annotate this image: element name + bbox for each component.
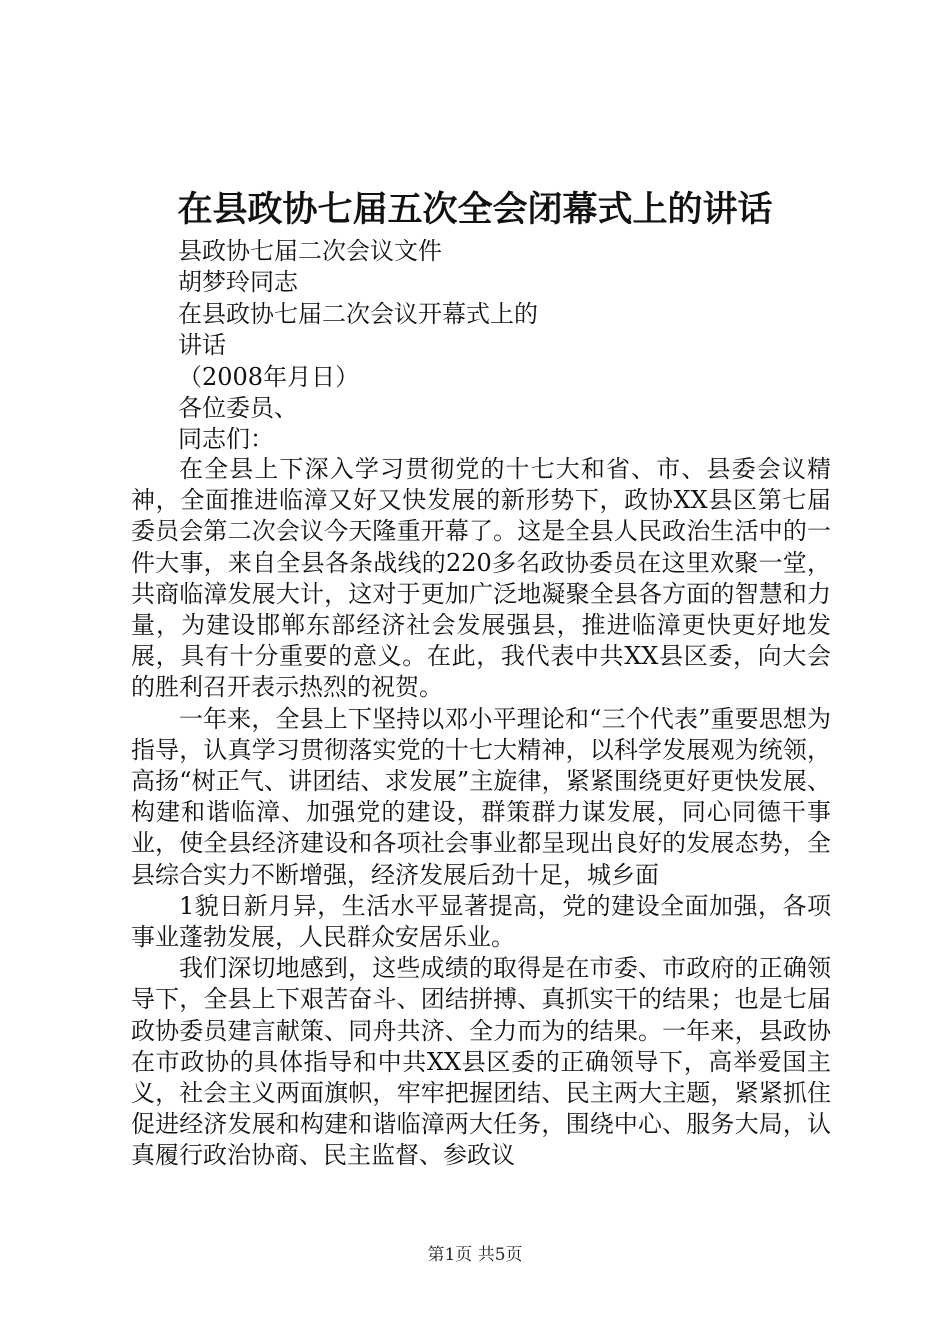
document-header-block (178, 236, 858, 456)
body-paragraph: 在全县上下深入学习贯彻党的十七大和省、市、县委会议精神，全面推进临漳又好又快发展的新形势下，政协XX县区第七届委员会第二次会议今天隆重开幕了。这是全县人民政治生活中的一件大事，来自全县各条战线的220多名政协委员在这里欢聚一堂，共商临漳发展大计，这对于更加广泛地凝聚全县各方面的智慧和力量，为建设邯郸东部经济社会发展强县，推进临漳更快更好地发展，具有十分重要的意义。在此，我代表中共XX县区委，向大会的胜利召开表示热烈的祝贺。 (131, 455, 831, 702)
document-body (131, 454, 831, 1172)
greeting-line-comrades: 同志们： (178, 425, 274, 454)
meta-line-file: 县政协七届二次会议文件 (178, 237, 442, 265)
meta-line-speaker: 胡梦玲同志 (178, 268, 298, 297)
document-title: 在县政协七届五次全会闭幕式上的讲话 (177, 189, 773, 230)
meta-line-occasion: 在县政协七届二次会议开幕式上的 (178, 299, 538, 328)
meta-line-date: （2008年月日） (178, 362, 360, 391)
body-paragraph: 一年来，全县上下坚持以邓小平理论和“三个代表”重要思想为指导，认真学习贯彻落实党的十七大精神，以科学发展观为统领，高扬“树正气、讲团结、求发展”主旋律，紧紧围绕更好更快发展、构建和谐临漳、加强党的建设，群策群力谋发展，同心同德干事业，使全县经济建设和各项社会事业都呈现出良好的发展态势，全县综合实力不断增强，经济发展后劲十足，城乡面 (131, 704, 831, 889)
meta-line-speech: 讲话 (178, 331, 226, 360)
body-paragraph: 我们深切地感到，这些成绩的取得是在市委、市政府的正确领导下，全县上下艰苦奋斗、团结拼搏、真抓实干的结果；也是七届政协委员建言献策、同舟共济、全力而为的结果。一年来，县政协在市政协的具体指导和中共XX县区委的正确领导下，高举爱国主义，社会主义两面旗帜，牢牢把握团结、民主两大主题，紧紧抓住促进经济发展和构建和谐临漳两大任务，围绕中心、服务大局，认真履行政治协商、民主监督、参政议 (131, 954, 831, 1170)
page-footer: 第1页 共5页 (427, 1245, 523, 1265)
body-paragraph: 1貌日新月异，生活水平显著提高，党的建设全面加强，各项事业蓬勃发展，人民群众安居乐业。 (131, 891, 831, 952)
greeting-line-members: 各位委员、 (178, 394, 298, 423)
